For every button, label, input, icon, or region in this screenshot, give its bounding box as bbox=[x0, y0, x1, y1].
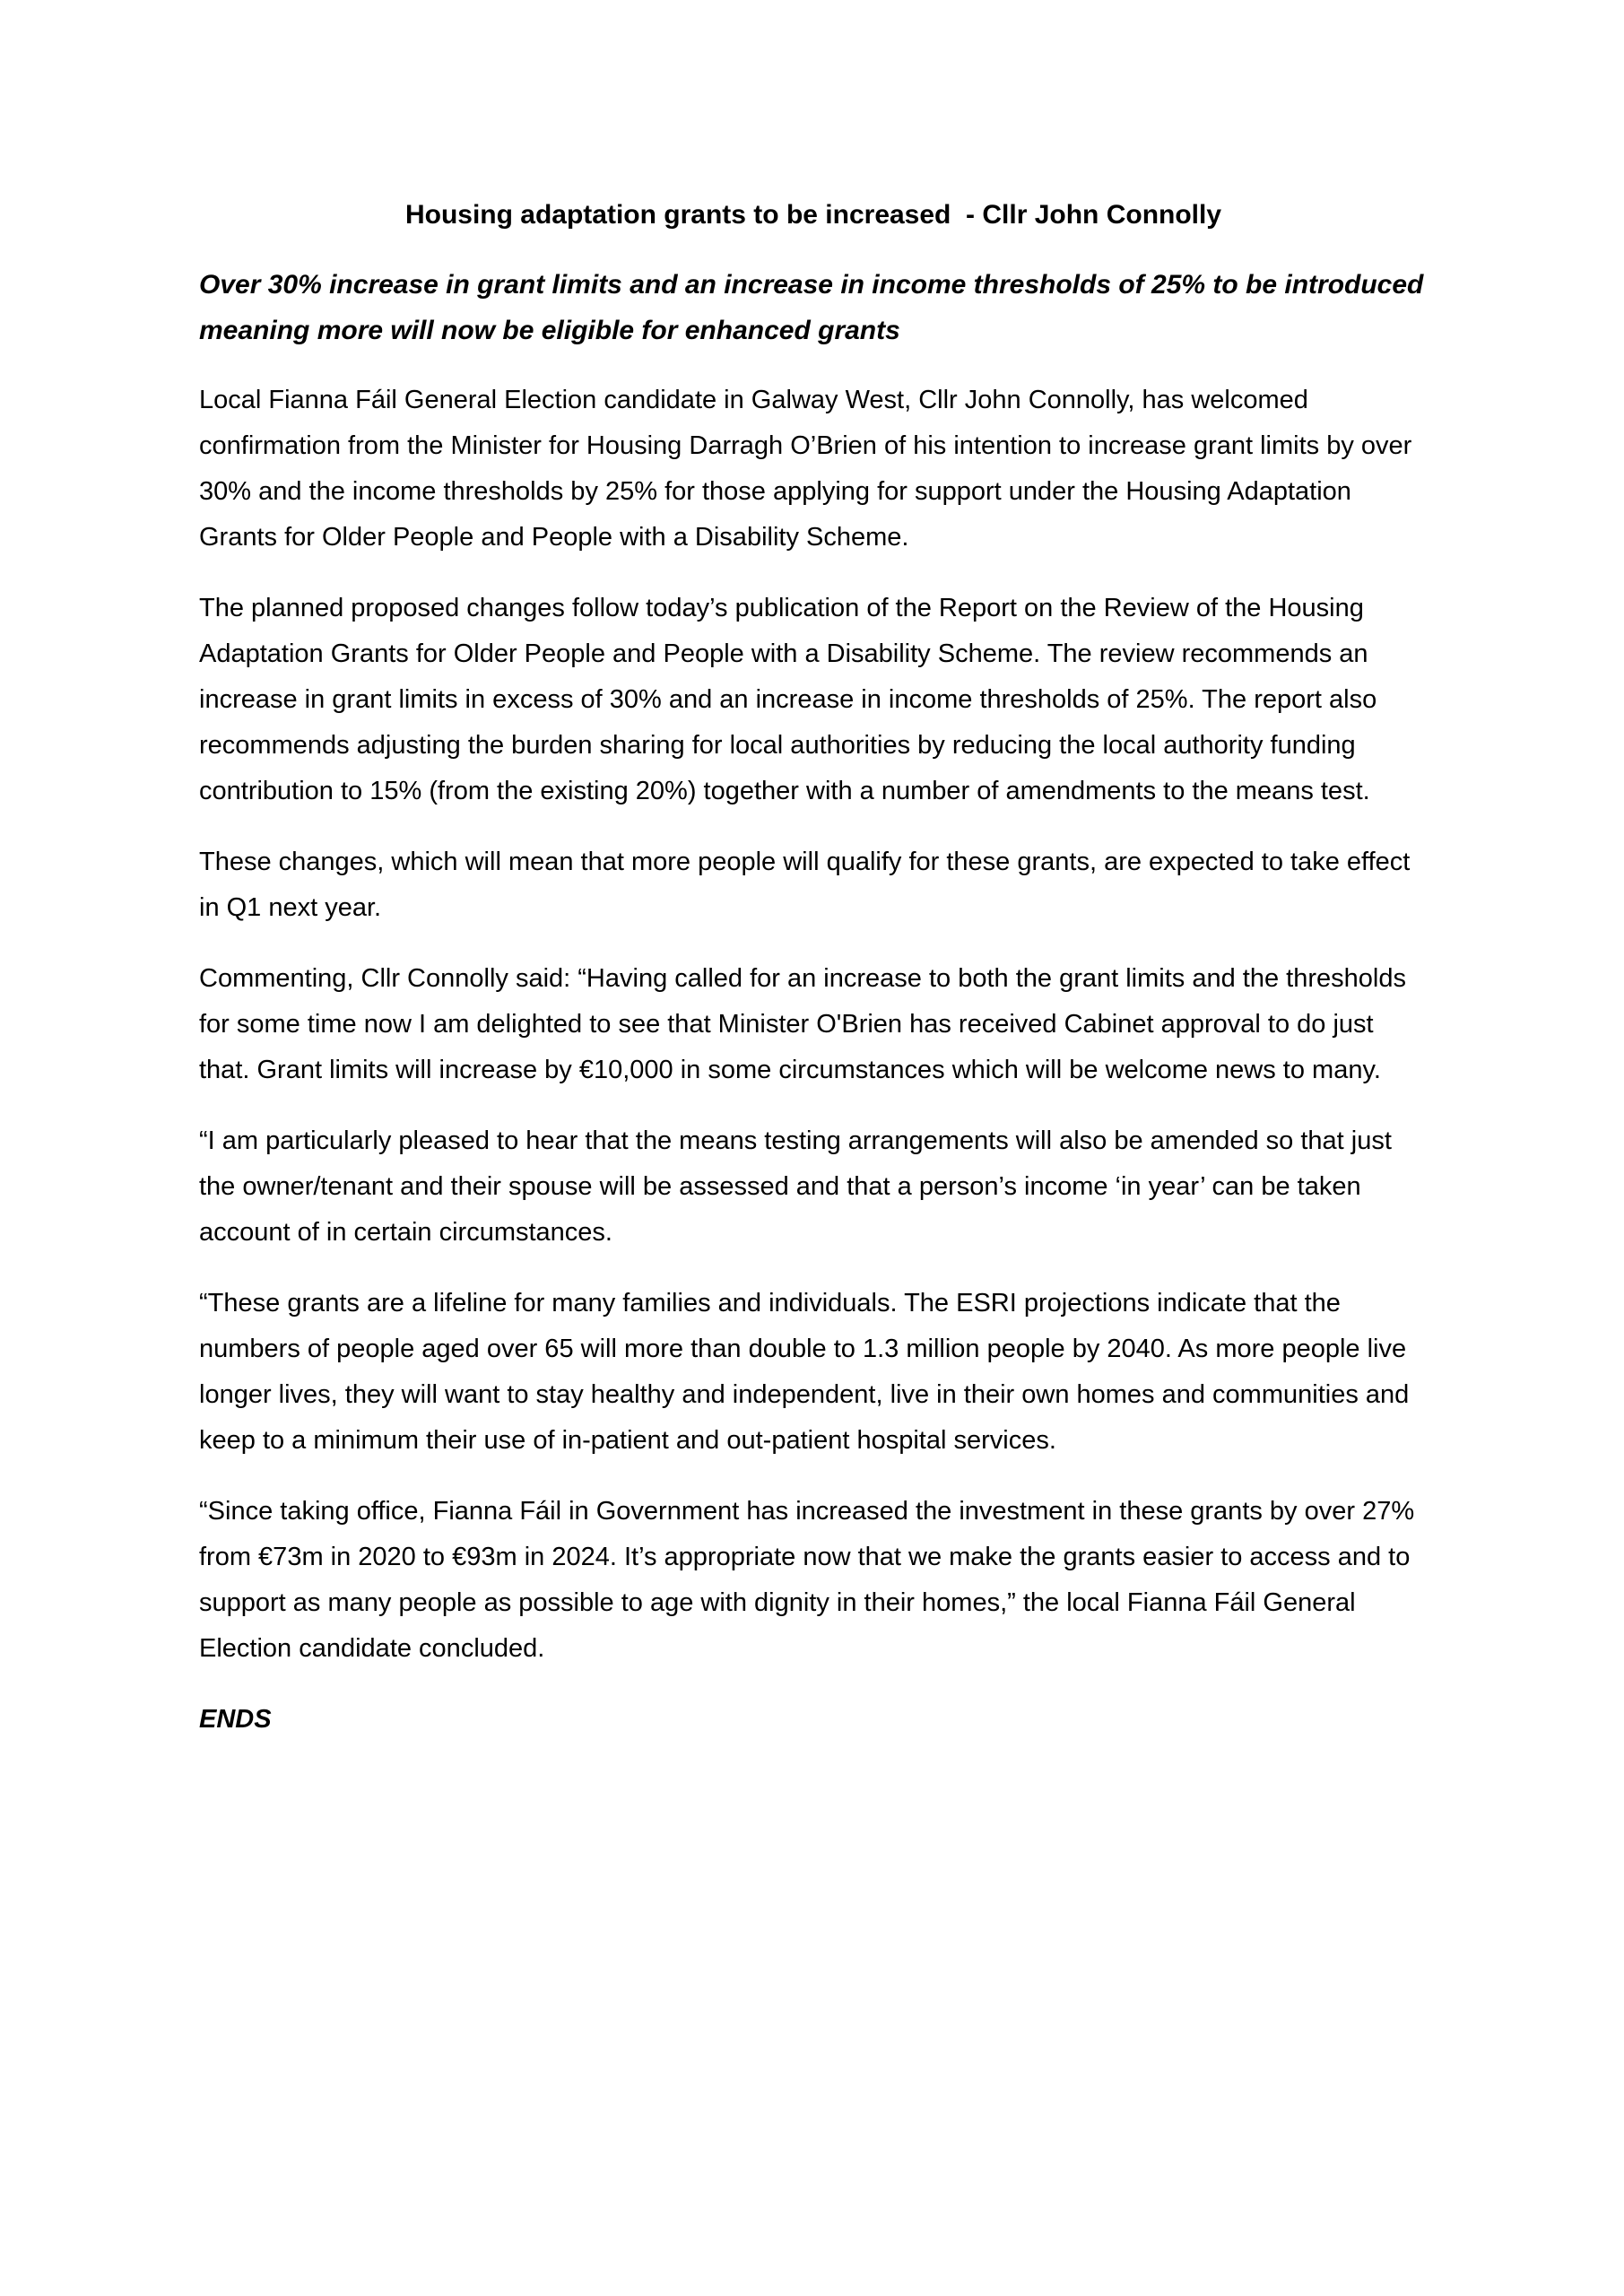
document-title: Housing adaptation grants to be increased - Cllr John Connolly bbox=[404, 200, 1222, 230]
ends-marker: ENDS bbox=[199, 1705, 272, 1734]
document-content bbox=[199, 192, 1428, 1743]
document-subtitle: Over 30% increase in grant limits and an increase in income thresholds of 25% to be introduced meaning more will now be eligible for enhanced grants bbox=[199, 270, 1424, 345]
paragraph-intro: Local Fianna Fáil General Election candidate in Galway West, Cllr John Connolly, has welcomed confirmation from the Minister for Housing Darragh O’Brien of his intention to increase grant limits by over 30% and the income thresholds by 25% for those applying for support under the Housing Adaptation Grants for Older People and People with a Disability Scheme. bbox=[199, 386, 1412, 552]
paragraph-report-review: The planned proposed changes follow today’s publication of the Report on the Review of the Housing Adaptation Grants for Older People and People with a Disability Scheme. The review recommends an increase in grant limits in excess of 30% and an increase in income thresholds of 25%. The report also recommends adjusting the burden sharing for local authorities by reducing the local authority funding contribution to 15% (from the existing 20%) together with a number of amendments to the means test. bbox=[199, 594, 1377, 805]
paragraph-quote-investment: “Since taking office, Fianna Fáil in Government has increased the investment in these grants by over 27% from €73m in 2020 to €93m in 2024. It’s appropriate now that we make the grants easier to access and to support as many people as possible to age with dignity in their homes,” the local Fianna Fáil General Election candidate concluded. bbox=[199, 1497, 1415, 1663]
paragraph-quote-lifeline: “These grants are a lifeline for many families and individuals. The ESRI projections indicate that the numbers of people aged over 65 will more than double to 1.3 million people by 2040. As more people live longer lives, they will want to stay healthy and independent, live in their own homes and communities and keep to a minimum their use of in-patient and out-patient hospital services. bbox=[199, 1289, 1410, 1455]
paragraph-quote-grant-limits: Commenting, Cllr Connolly said: “Having called for an increase to both the grant limits and the thresholds for some time now I am delighted to see that Minister O'Brien has received Cabinet approval to do just that. Grant limits will increase by €10,000 in some circumstances which will be welcome news to many. bbox=[199, 964, 1406, 1084]
paragraph-quote-means-testing: “I am particularly pleased to hear that the means testing arrangements will also be amended so that just the owner/tenant and their spouse will be assessed and that a person’s income ‘in year’ can be taken account of in certain circumstances. bbox=[199, 1126, 1392, 1247]
paragraph-effect-date: These changes, which will mean that more people will qualify for these grants, are expected to take effect in Q1 next year. bbox=[199, 848, 1411, 922]
